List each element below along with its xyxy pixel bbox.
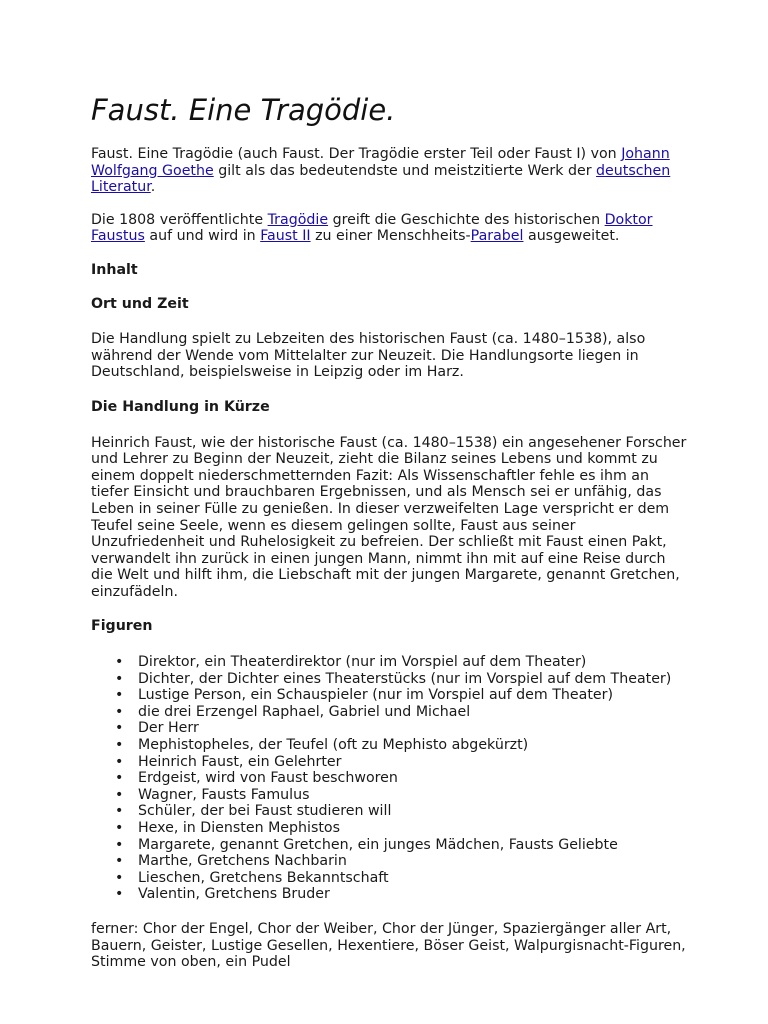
history-text-4: zu einer Menschheits- bbox=[310, 228, 471, 245]
intro-text-3: . bbox=[150, 179, 156, 196]
handlung-paragraph: Heinrich Faust, wie der historische Faust (ca. 1480–1538) ein angesehener Forscher und Lehrer zu Beginn der Neuzeit, zieht die Bilanz seines Lebens und kommt zu einem doppelt niederschmetternden Fazit: Als Wissenschaftler fehle es ihm an tiefer Einsicht und brauchbaren Ergebnissen, und als Mensch sei er unfähig, das Leben in seiner Fülle zu genießen. In dieser verzweifelten Lage verspricht er dem Teufel seine Seele, wenn es diesem gelingen sollte, Faust aus seiner Unzufriedenheit und Ruhelosigkeit zu befreien. Der schließt mit Faust einen Pakt, verwandelt ihn zurück in einen jungen Mann, nimmt ihn mit auf eine Reise durch die Welt und hilft ihm, die Liebschaft mit der jungen Margarete, genannt Gretchen, einzufädeln. bbox=[91, 434, 687, 600]
link-faust-ii[interactable]: Faust II bbox=[260, 228, 311, 245]
list-item: • Margarete, genannt Gretchen, ein junges Mädchen, Fausts Geliebte bbox=[91, 837, 691, 854]
ferner-paragraph: ferner: Chor der Engel, Chor der Weiber, Chor der Jünger, Spaziergänger aller Art, Bauern, Geister, Lustige Gesellen, Hexentiere, Böser Geist, Walpurgisnacht-Figuren, Stimme von oben, ein Pudel bbox=[91, 920, 686, 971]
link-parabel[interactable]: Parabel bbox=[470, 228, 524, 245]
list-item: • Lieschen, Gretchens Bekanntschaft bbox=[91, 870, 691, 887]
history-paragraph bbox=[91, 212, 691, 245]
link-tragoedie[interactable]: Tragödie bbox=[267, 211, 329, 228]
history-text-5: ausgeweitet. bbox=[523, 228, 620, 245]
heading-handlung: Die Handlung in Kürze bbox=[91, 398, 270, 415]
list-item: • Lustige Person, ein Schauspieler (nur im Vorspiel auf dem Theater) bbox=[91, 687, 691, 704]
history-text-2: greift die Geschichte des historischen bbox=[328, 211, 605, 228]
intro-text-2: gilt als das bedeutendste und meistzitierte Werk der bbox=[213, 162, 597, 179]
intro-paragraph bbox=[91, 146, 691, 196]
list-item: • Mephistopheles, der Teufel (oft zu Mephisto abgekürzt) bbox=[91, 737, 691, 754]
list-item: • Heinrich Faust, ein Gelehrter bbox=[91, 754, 691, 771]
document-title: Faust. Eine Tragödie. bbox=[91, 93, 396, 127]
document-body bbox=[91, 146, 691, 971]
ort-paragraph: Die Handlung spielt zu Lebzeiten des historischen Faust (ca. 1480–1538), also während der Wende vom Mittelalter zur Neuzeit. Die Handlungsorte liegen in Deutschland, beispielsweise in Leipzig oder im Harz. bbox=[91, 331, 646, 381]
history-text-1: Die 1808 veröffentlichte bbox=[91, 211, 268, 228]
list-item: • Hexe, in Diensten Mephistos bbox=[91, 820, 691, 837]
history-text-3: auf und wird in bbox=[144, 228, 261, 245]
list-item: • Dichter, der Dichter eines Theaterstücks (nur im Vorspiel auf dem Theater) bbox=[91, 671, 691, 688]
list-item: • Erdgeist, wird von Faust beschworen bbox=[91, 770, 691, 787]
list-item: • Valentin, Gretchens Bruder bbox=[91, 886, 691, 903]
list-item: • Schüler, der bei Faust studieren will bbox=[91, 803, 691, 820]
heading-figuren: Figuren bbox=[91, 618, 153, 635]
heading-ort-und-zeit: Ort und Zeit bbox=[91, 295, 189, 312]
intro-text-1: Faust. Eine Tragödie (auch Faust. Der Tragödie erster Teil oder Faust I) von bbox=[91, 146, 622, 162]
heading-inhalt: Inhalt bbox=[91, 261, 138, 278]
list-item: • die drei Erzengel Raphael, Gabriel und Michael bbox=[91, 704, 691, 721]
list-item: • Marthe, Gretchens Nachbarin bbox=[91, 853, 691, 870]
link-deutsche-literatur[interactable]: deutschen Literatur bbox=[91, 162, 671, 196]
figuren-list bbox=[91, 654, 691, 903]
link-goethe[interactable]: Johann Wolfgang Goethe bbox=[91, 146, 670, 179]
link-doktor-faustus[interactable]: Doktor Faustus bbox=[91, 211, 653, 245]
list-item: • Der Herr bbox=[91, 720, 691, 737]
list-item: • Wagner, Fausts Famulus bbox=[91, 787, 691, 804]
list-item: • Direktor, ein Theaterdirektor (nur im Vorspiel auf dem Theater) bbox=[91, 654, 691, 671]
